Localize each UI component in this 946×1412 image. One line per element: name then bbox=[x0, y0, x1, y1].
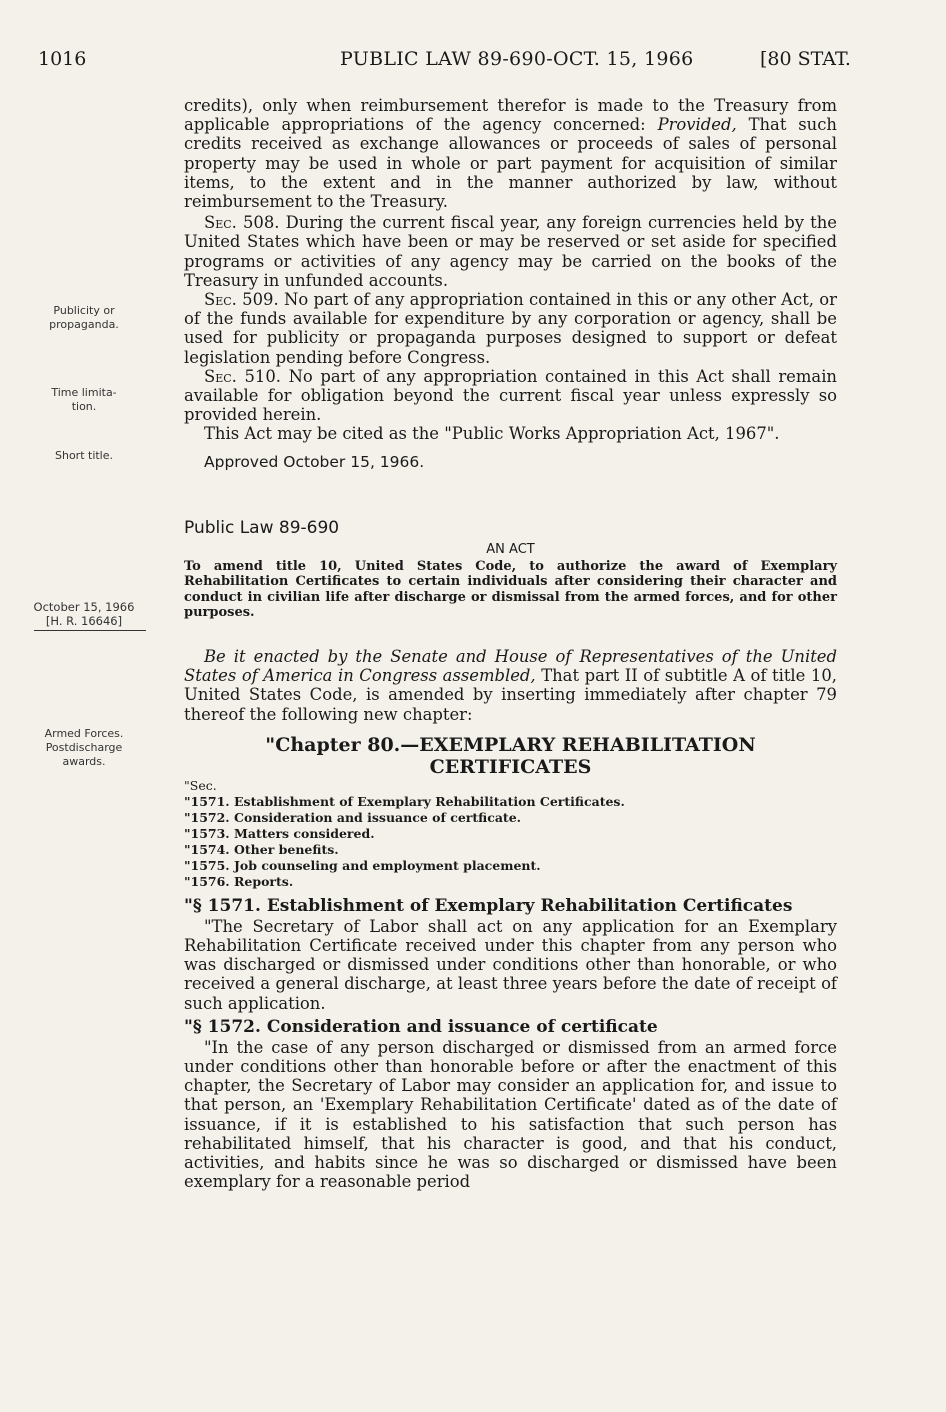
main-text bbox=[184, 96, 837, 1191]
running-head: PUBLIC LAW 89-690-OCT. 15, 1966 bbox=[340, 48, 694, 70]
margin-note-date: October 15, 1966 bbox=[33, 600, 135, 614]
section-508: Sec. 508. During the current fiscal year, any foreign currencies held by the United States which have been or may be reserved or set aside for specified programs or activities of any agency may be carried on the books of the Treasury in unfunded accounts. bbox=[184, 213, 837, 290]
act-summary: To amend title 10, United States Code, to authorize the award of Exemplary Rehabilitation Certificates to certain individuals after considering their character and conduct in civilian life after discharge or dismissal from the armed forces, and for other purposes. bbox=[184, 558, 837, 621]
paragraph-credits: credits), only when reimbursement therefor is made to the Treasury from applicable appropriations of the agency concerned: Provided, That such credits received as exchange allowances or proceeds of sales of personal property may be used in whole or part payment for acquisition of similar items, to the extent and in the manner authorized by law, without reimbursement to the Treasury. bbox=[184, 96, 837, 212]
toc-item: "1576. Reports. bbox=[184, 873, 294, 889]
margin-note-short-title: Short title. bbox=[54, 449, 114, 462]
page-number: 1016 bbox=[38, 48, 87, 70]
section-510: Sec. 510. No part of any appropriation contained in this Act shall remain available for obligation beyond the current fiscal year unless expressly so provided herein. bbox=[184, 366, 837, 425]
toc-item: "1572. Consideration and issuance of certficate. bbox=[184, 809, 522, 825]
section-1571-text: "The Secretary of Labor shall act on any application for an Exemplary Rehabilitation Certificate received under this chapter from any person who was discharged or dismissed under conditions other than honorable, or who received a general discharge, at least three years before the date of receipt of such application. bbox=[184, 916, 837, 1013]
chapter-title-2: CERTIFICATES bbox=[429, 755, 592, 778]
toc-item: "1573. Matters considered. bbox=[184, 825, 375, 841]
chapter-title: "Chapter 80.—EXEMPLARY REHABILITATION bbox=[265, 733, 756, 756]
public-law-name: Public Law 89-690 bbox=[184, 517, 340, 538]
an-act-label: AN ACT bbox=[486, 541, 535, 557]
approved-date: Approved October 15, 1966. bbox=[204, 452, 425, 471]
toc-item: "1574. Other benefits. bbox=[184, 841, 339, 857]
section-1571-heading: "§ 1571. Establishment of Exemplary Rehabilitation Certificates bbox=[184, 895, 793, 916]
toc-sec-label: "Sec. bbox=[184, 777, 217, 793]
statute-volume: [80 STAT. bbox=[760, 48, 851, 70]
margin-rule bbox=[34, 630, 146, 631]
enacting-clause: Be it enacted by the Senate and House of Representatives of the United States of America in Congress assembled, That part II of subtitle A of title 10, United States Code, is amended by inserting immediately after chapter 79 thereof the following new chapter: bbox=[184, 647, 837, 724]
section-1572-heading: "§ 1572. Consideration and issuance of certificate bbox=[184, 1016, 658, 1037]
section-509: Sec. 509. No part of any appropriation contained in this or any other Act, or of the funds available for expenditure by any corporation or agency, shall be used for publicity or propaganda purposes designed to support or defeat legislation pending before Congress. bbox=[184, 290, 837, 367]
margin-note-publicity: Publicity or propaganda. bbox=[49, 304, 119, 331]
toc-item: "1575. Job counseling and employment placement. bbox=[184, 857, 541, 873]
margin-note-armed-forces: Armed Forces. Postdischarge awards. bbox=[44, 727, 124, 768]
section-1572-text: "In the case of any person discharged or dismissed from an armed force under conditions other than honorable before or after the enactment of this chapter, the Secretary of Labor may consider an application for, and issue to that person, an 'Exemplary Rehabilitation Certificate' dated as of the date of issuance, if it is established to his satisfaction that such person has rehabilitated himself, that his character is good, and that his conduct, activities, and habits since he was so discharged or dismissed have been exemplary for a reasonable period bbox=[184, 1037, 837, 1192]
margin-note-bill: [H. R. 16646] bbox=[45, 614, 123, 628]
margin-note-time-limitation: Time limita- tion. bbox=[51, 386, 117, 413]
toc-item: "1571. Establishment of Exemplary Rehabilitation Certificates. bbox=[184, 793, 625, 809]
short-title-clause: This Act may be cited as the "Public Works Appropriation Act, 1967". bbox=[204, 424, 780, 444]
